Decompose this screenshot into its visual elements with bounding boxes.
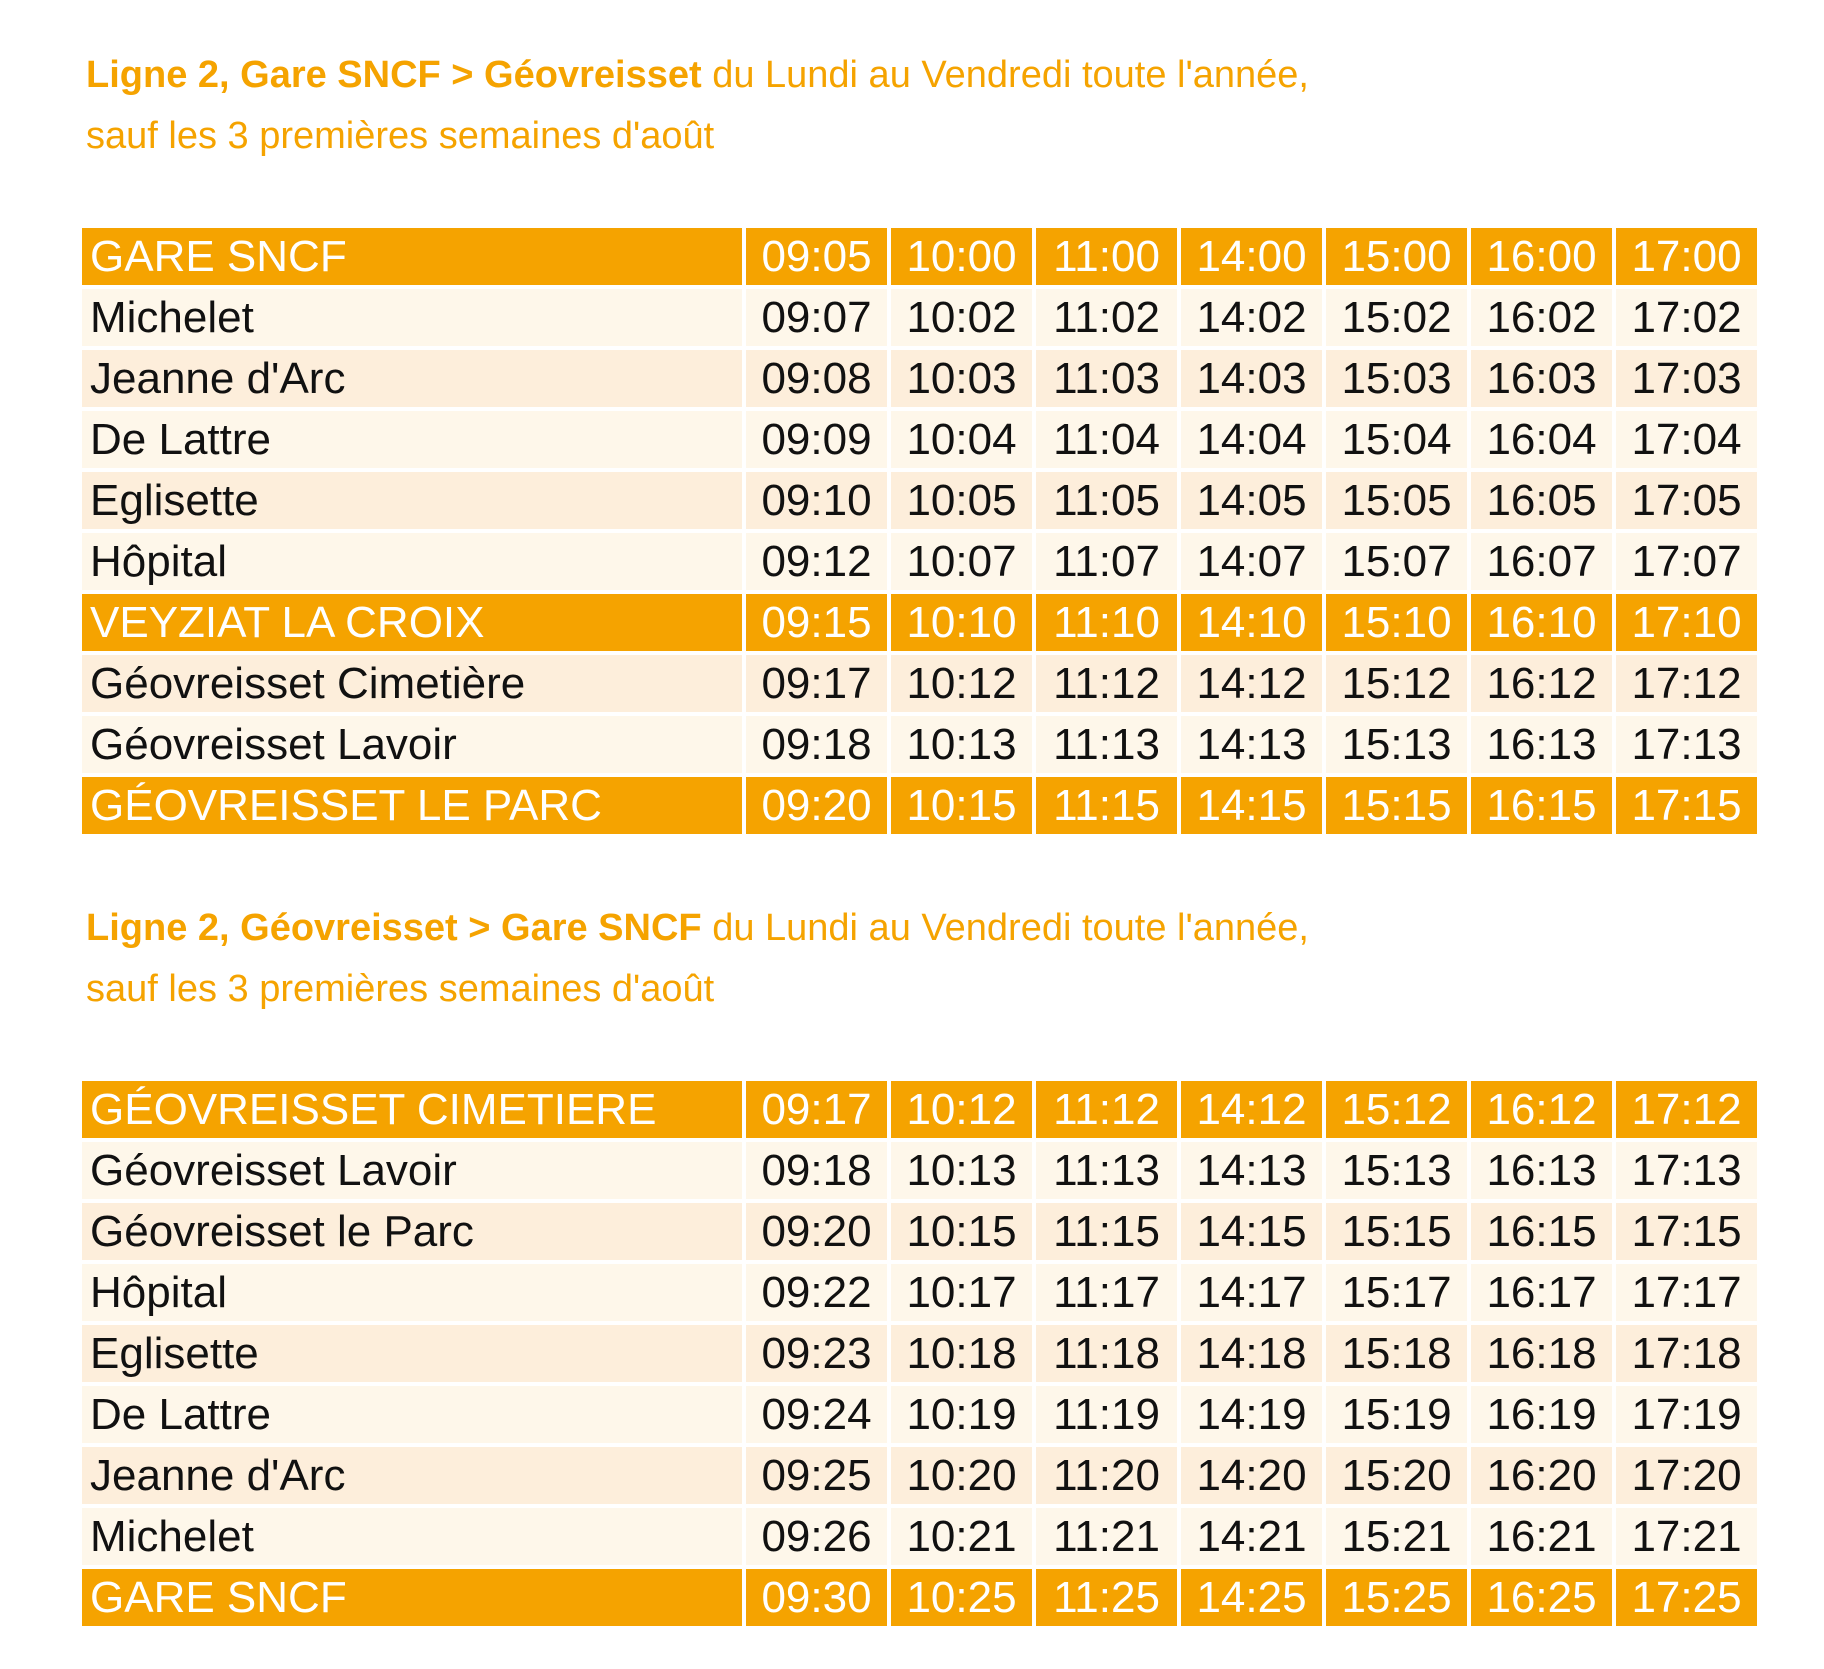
departure-time: 17:10	[1616, 594, 1757, 651]
departure-time: 11:19	[1036, 1386, 1177, 1443]
departure-time: 09:10	[746, 472, 887, 529]
timetable-return	[78, 1077, 1761, 1630]
departure-time: 14:25	[1181, 1569, 1322, 1626]
departure-time: 15:00	[1326, 228, 1467, 285]
departure-time: 11:03	[1036, 350, 1177, 407]
stop-name: GÉOVREISSET LE PARC	[82, 777, 742, 834]
departure-time: 10:20	[891, 1447, 1032, 1504]
stop-name: Eglisette	[82, 472, 742, 529]
departure-time: 17:15	[1616, 1203, 1757, 1260]
departure-time: 17:13	[1616, 716, 1757, 773]
departure-time: 09:05	[746, 228, 887, 285]
departure-time: 09:20	[746, 777, 887, 834]
departure-time: 14:15	[1181, 1203, 1322, 1260]
departure-time: 15:15	[1326, 777, 1467, 834]
departure-time: 15:21	[1326, 1508, 1467, 1565]
departure-time: 16:12	[1471, 1081, 1612, 1138]
departure-time: 09:18	[746, 1142, 887, 1199]
departure-time: 16:25	[1471, 1569, 1612, 1626]
departure-time: 14:20	[1181, 1447, 1322, 1504]
departure-time: 09:18	[746, 716, 887, 773]
departure-time: 17:00	[1616, 228, 1757, 285]
departure-time: 16:17	[1471, 1264, 1612, 1321]
departure-time: 11:07	[1036, 533, 1177, 590]
departure-time: 16:03	[1471, 350, 1612, 407]
departure-time: 15:25	[1326, 1569, 1467, 1626]
departure-time: 15:10	[1326, 594, 1467, 651]
departure-time: 11:18	[1036, 1325, 1177, 1382]
departure-time: 17:12	[1616, 655, 1757, 712]
stop-name: Géovreisset Lavoir	[82, 716, 742, 773]
departure-time: 10:17	[891, 1264, 1032, 1321]
stop-row	[82, 1142, 1757, 1199]
departure-time: 14:19	[1181, 1386, 1322, 1443]
departure-time: 11:12	[1036, 655, 1177, 712]
section-title-return	[86, 898, 1686, 1020]
departure-time: 15:18	[1326, 1325, 1467, 1382]
departure-time: 11:17	[1036, 1264, 1177, 1321]
stop-row	[82, 1325, 1757, 1382]
departure-time: 09:22	[746, 1264, 887, 1321]
departure-time: 11:15	[1036, 777, 1177, 834]
departure-time: 17:25	[1616, 1569, 1757, 1626]
departure-time: 10:18	[891, 1325, 1032, 1382]
departure-time: 17:18	[1616, 1325, 1757, 1382]
departure-time: 17:21	[1616, 1508, 1757, 1565]
departure-time: 09:15	[746, 594, 887, 651]
departure-time: 11:10	[1036, 594, 1177, 651]
stop-name: Michelet	[82, 289, 742, 346]
departure-time: 10:12	[891, 655, 1032, 712]
departure-time: 14:07	[1181, 533, 1322, 590]
departure-time: 17:20	[1616, 1447, 1757, 1504]
departure-time: 16:19	[1471, 1386, 1612, 1443]
departure-time: 14:18	[1181, 1325, 1322, 1382]
departure-time: 09:30	[746, 1569, 887, 1626]
departure-time: 10:21	[891, 1508, 1032, 1565]
stop-name: Géovreisset le Parc	[82, 1203, 742, 1260]
departure-time: 09:17	[746, 655, 887, 712]
title-days: du Lundi au Vendredi toute l'année,	[701, 54, 1309, 96]
departure-time: 09:24	[746, 1386, 887, 1443]
departure-time: 10:13	[891, 1142, 1032, 1199]
departure-time: 14:12	[1181, 655, 1322, 712]
departure-time: 15:02	[1326, 289, 1467, 346]
stop-row	[82, 655, 1757, 712]
departure-time: 15:05	[1326, 472, 1467, 529]
departure-time: 11:15	[1036, 1203, 1177, 1260]
stop-name: Eglisette	[82, 1325, 742, 1382]
departure-time: 10:12	[891, 1081, 1032, 1138]
departure-time: 15:19	[1326, 1386, 1467, 1443]
stop-row	[82, 1508, 1757, 1565]
stop-row	[82, 411, 1757, 468]
departure-time: 15:12	[1326, 655, 1467, 712]
departure-time: 09:09	[746, 411, 887, 468]
departure-time: 17:13	[1616, 1142, 1757, 1199]
departure-time: 15:07	[1326, 533, 1467, 590]
departure-time: 17:19	[1616, 1386, 1757, 1443]
departure-time: 15:03	[1326, 350, 1467, 407]
departure-time: 15:13	[1326, 1142, 1467, 1199]
stop-name: VEYZIAT LA CROIX	[82, 594, 742, 651]
departure-time: 17:07	[1616, 533, 1757, 590]
departure-time: 16:07	[1471, 533, 1612, 590]
title-line-1	[86, 898, 1686, 959]
departure-time: 16:10	[1471, 594, 1612, 651]
stop-name: De Lattre	[82, 1386, 742, 1443]
departure-time: 17:04	[1616, 411, 1757, 468]
stop-name: GÉOVREISSET CIMETIERE	[82, 1081, 742, 1138]
departure-time: 16:13	[1471, 716, 1612, 773]
departure-time: 15:15	[1326, 1203, 1467, 1260]
stop-name: GARE SNCF	[82, 228, 742, 285]
departure-time: 09:26	[746, 1508, 887, 1565]
title-route: Ligne 2, Géovreisset > Gare SNCF	[86, 907, 702, 949]
stop-row	[82, 472, 1757, 529]
departure-time: 10:05	[891, 472, 1032, 529]
major-stop-row	[82, 594, 1757, 651]
departure-time: 10:19	[891, 1386, 1032, 1443]
stop-row	[82, 533, 1757, 590]
departure-time: 16:21	[1471, 1508, 1612, 1565]
departure-time: 16:04	[1471, 411, 1612, 468]
departure-time: 16:18	[1471, 1325, 1612, 1382]
departure-time: 14:13	[1181, 716, 1322, 773]
departure-time: 15:04	[1326, 411, 1467, 468]
departure-time: 14:12	[1181, 1081, 1322, 1138]
departure-time: 09:12	[746, 533, 887, 590]
major-stop-row	[82, 1569, 1757, 1626]
major-stop-row	[82, 777, 1757, 834]
departure-time: 11:02	[1036, 289, 1177, 346]
departure-time: 10:07	[891, 533, 1032, 590]
departure-time: 15:17	[1326, 1264, 1467, 1321]
stop-name: Michelet	[82, 1508, 742, 1565]
departure-time: 16:02	[1471, 289, 1612, 346]
departure-time: 14:10	[1181, 594, 1322, 651]
departure-time: 10:03	[891, 350, 1032, 407]
stop-row	[82, 716, 1757, 773]
departure-time: 14:21	[1181, 1508, 1322, 1565]
stop-name: Géovreisset Lavoir	[82, 1142, 742, 1199]
departure-time: 16:05	[1471, 472, 1612, 529]
departure-time: 17:05	[1616, 472, 1757, 529]
departure-time: 15:13	[1326, 716, 1467, 773]
departure-time: 16:00	[1471, 228, 1612, 285]
departure-time: 17:15	[1616, 777, 1757, 834]
stop-name: Hôpital	[82, 1264, 742, 1321]
departure-time: 09:25	[746, 1447, 887, 1504]
departure-time: 14:17	[1181, 1264, 1322, 1321]
departure-time: 09:20	[746, 1203, 887, 1260]
departure-time: 11:20	[1036, 1447, 1177, 1504]
title-line-1	[86, 45, 1686, 106]
section-title-outbound	[86, 45, 1686, 167]
departure-time: 10:13	[891, 716, 1032, 773]
major-stop-row	[82, 1081, 1757, 1138]
stop-row	[82, 1447, 1757, 1504]
departure-time: 10:02	[891, 289, 1032, 346]
departure-time: 16:12	[1471, 655, 1612, 712]
departure-time: 16:20	[1471, 1447, 1612, 1504]
departure-time: 11:25	[1036, 1569, 1177, 1626]
departure-time: 11:05	[1036, 472, 1177, 529]
title-route: Ligne 2, Gare SNCF > Géovreisset	[86, 54, 702, 96]
stop-row	[82, 289, 1757, 346]
stop-row	[82, 1386, 1757, 1443]
stop-row	[82, 1264, 1757, 1321]
departure-time: 10:25	[891, 1569, 1032, 1626]
departure-time: 09:08	[746, 350, 887, 407]
departure-time: 11:21	[1036, 1508, 1177, 1565]
stop-name: De Lattre	[82, 411, 742, 468]
departure-time: 14:02	[1181, 289, 1322, 346]
stop-name: Hôpital	[82, 533, 742, 590]
departure-time: 17:03	[1616, 350, 1757, 407]
departure-time: 09:17	[746, 1081, 887, 1138]
stop-row	[82, 1203, 1757, 1260]
departure-time: 11:00	[1036, 228, 1177, 285]
departure-time: 14:15	[1181, 777, 1322, 834]
stop-name: GARE SNCF	[82, 1569, 742, 1626]
title-line-2: sauf les 3 premières semaines d'août	[86, 968, 715, 1010]
title-days: du Lundi au Vendredi toute l'année,	[701, 907, 1309, 949]
departure-time: 11:12	[1036, 1081, 1177, 1138]
departure-time: 16:15	[1471, 1203, 1612, 1260]
major-stop-row	[82, 228, 1757, 285]
departure-time: 10:00	[891, 228, 1032, 285]
departure-time: 09:07	[746, 289, 887, 346]
departure-time: 17:12	[1616, 1081, 1757, 1138]
departure-time: 10:04	[891, 411, 1032, 468]
departure-time: 09:23	[746, 1325, 887, 1382]
departure-time: 14:13	[1181, 1142, 1322, 1199]
departure-time: 10:10	[891, 594, 1032, 651]
departure-time: 16:15	[1471, 777, 1612, 834]
departure-time: 10:15	[891, 777, 1032, 834]
departure-time: 15:12	[1326, 1081, 1467, 1138]
departure-time: 10:15	[891, 1203, 1032, 1260]
timetable-outbound	[78, 224, 1761, 838]
departure-time: 15:20	[1326, 1447, 1467, 1504]
departure-time: 14:04	[1181, 411, 1322, 468]
departure-time: 11:13	[1036, 1142, 1177, 1199]
stop-row	[82, 350, 1757, 407]
departure-time: 14:05	[1181, 472, 1322, 529]
departure-time: 14:00	[1181, 228, 1322, 285]
departure-time: 17:02	[1616, 289, 1757, 346]
departure-time: 11:04	[1036, 411, 1177, 468]
stop-name: Jeanne d'Arc	[82, 350, 742, 407]
departure-time: 17:17	[1616, 1264, 1757, 1321]
departure-time: 14:03	[1181, 350, 1322, 407]
stop-name: Jeanne d'Arc	[82, 1447, 742, 1504]
title-line-2: sauf les 3 premières semaines d'août	[86, 115, 715, 157]
departure-time: 11:13	[1036, 716, 1177, 773]
stop-name: Géovreisset Cimetière	[82, 655, 742, 712]
departure-time: 16:13	[1471, 1142, 1612, 1199]
